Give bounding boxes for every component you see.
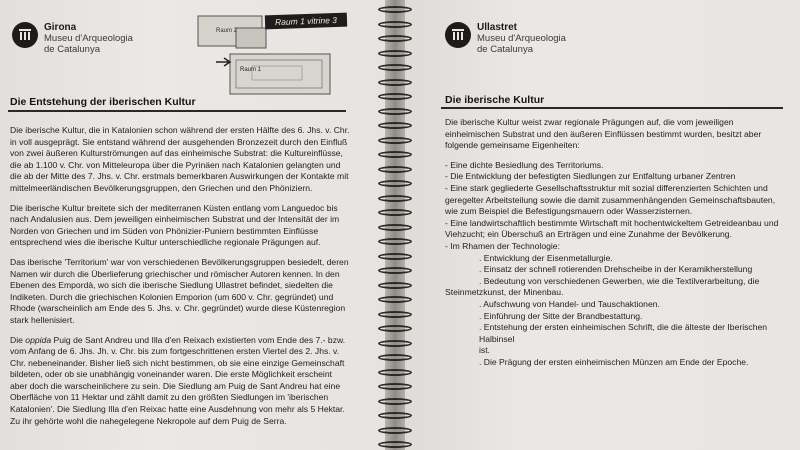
logo-text <box>44 22 133 55</box>
room-2-label: Raum 2 <box>216 28 238 34</box>
binding-ring <box>378 441 412 448</box>
right-page <box>405 0 800 450</box>
binding-ring <box>378 369 412 376</box>
ullastret-logo <box>445 22 566 55</box>
binding-ring <box>378 6 412 13</box>
binding-ring <box>378 427 412 434</box>
binding-ring <box>378 340 412 347</box>
paragraph: Das iberische 'Territorium' war von verschiedenen Bevölkerungsgruppen besiedelt, deren Namen wir durch die Überlieferung griechischer und römischer Autoren kennen. In den Ebenen des Empordà, wo sich die iberische Siedlung Ullastret befindet, siedelten die Indiketen. Durch die griechischen Kolonien Emporion (um 600 v. Chr. gegründet) und Rhode (warscheinlich am Ende des 5. Jhs. v. Chr. gegründet) wurde diese Küstenregion stark hellenisiert. <box>10 256 349 325</box>
sub-list-continuation: ist. <box>479 345 490 356</box>
list-item: - Die Entwicklung der befestigten Siedlungen zur Entfaltung urbaner Zentren <box>445 171 736 182</box>
sub-list-item: . Einführung der Sitte der Brandbestattung. <box>479 310 643 321</box>
logo-name: Girona <box>44 22 77 33</box>
logo-line2: Museu d'Arqueologia <box>44 33 133 44</box>
binding-ring <box>378 166 412 173</box>
list-item: - Im Rhamen der Technologie: <box>445 240 560 251</box>
right-body <box>445 117 785 368</box>
binding-ring <box>378 412 412 419</box>
binding-ring <box>378 398 412 405</box>
binding-ring <box>378 137 412 144</box>
paragraph-lead: Die <box>10 334 23 345</box>
logo-line2: Museu d'Arqueologia <box>477 33 566 44</box>
list-item: - Eine dichte Besiedlung des Territoriums. <box>445 159 604 170</box>
binding-ring <box>378 64 412 71</box>
left-body <box>10 125 350 435</box>
binding-ring <box>378 209 412 216</box>
binding-ring <box>378 224 412 231</box>
page-heading: Die Entstehung der iberischen Kultur <box>10 96 196 108</box>
sub-list-item: . Die Prägung der ersten einheimischen Münzen am Ende der Epoche. <box>479 356 749 367</box>
column-icon <box>12 22 38 48</box>
binding-ring <box>378 180 412 187</box>
binding-ring <box>378 50 412 57</box>
paragraph-rest: Puig de Sant Andreu und Illa d'en Reixach existierten vom Ende des 7.- bzw. vom Anfang de 6. Jhs. Jh. v. Chr. bis zum fortgeschrittenen ersten Viertel des 2. Jhs. v. Chr. nebeneinander. Bisher ließ sich nicht bestimmen, ob sie eine einzige Gemeinschaft bildeten, oder ob sie unabhängig voneinander waren. Die erste Möglichkeit erscheint aber doch die warscheinlichere zu sein. Die Siedlung am Puig de Sant Andreu hat eine Oberfläche von 11 Hektar und zählt damit zu den größten Siedlungen im 'iberischen Katalonien'. Die Siedlung Illa d'en Reixac hatte eine Ausdehnung von mehr als 5 Hektar. Zu ihr gehörte wohl die nahegelegene Nekropole auf dem Puig de Serra. <box>10 334 346 426</box>
binding-ring <box>378 325 412 332</box>
page-heading: Die iberische Kultur <box>445 94 545 106</box>
binding-ring <box>378 151 412 158</box>
sub-list-item: . Entwicklung der Eisenmetallurgie. <box>479 252 613 263</box>
binding-ring <box>378 253 412 260</box>
location-badge: Raum 1 vitrine 3 <box>265 13 347 30</box>
binding-ring <box>378 122 412 129</box>
binding-ring <box>378 79 412 86</box>
binding-ring <box>378 195 412 202</box>
binding-ring <box>378 238 412 245</box>
sub-list-continuation: Steinmetzkunst, der Minenbau. <box>445 287 564 298</box>
paragraph: Die iberische Kultur breitete sich der mediterranen Küsten entlang vom Languedoc bis nach Andalusien aus. Dem jeweiligen einheimischen Substrat und der Intensität der im Norden von Griechen und im Süden von Phönizier-Puniern bestimmten Einflüsse entsprechend wies die iberische Kultur unterschiedliche regionale Prägungen auf. <box>10 202 340 248</box>
intro-paragraph: Die iberische Kultur weist zwar regionale Prägungen auf, die vom jeweiligen einheimischen Substrat und den äußeren Einflüssen bestimmt wurden, besitzt aber folgende gemeinsame Eigenheiten: <box>445 117 762 151</box>
binding-ring <box>378 383 412 390</box>
logo-line3: de Catalunya <box>44 44 100 55</box>
sub-list-item: . Einsatz der schnell rotierenden Drehscheibe in der Keramikherstellung <box>479 264 753 275</box>
binding-ring <box>378 108 412 115</box>
logo-line3: de Catalunya <box>477 44 533 55</box>
paragraph: Die iberische Kultur, die in Katalonien schon während der ersten Hälfte des 6. Jhs. v. Chr. in voll ausgeprägt. Sie entstand während der ausgehenden Bronzezeit durch den Einfluß von zwei äußeren Kulturströmungen auf das einheimische Substrat: die Kultureinflüsse, die ab 1.100 v. Chr. von Mitteleuropa über die Pyrinäen nach Katalonien gelangten und die ab der Mitte des 7. Jhs. v. Chr. erstmals bemerkbaren Auswirkungen der Kontakte mit mittelmeerländischen Bevölkerungsgruppen, den Griechen und den Phöniziern. <box>10 125 350 193</box>
binding-ring <box>378 93 412 100</box>
binding-ring <box>378 21 412 28</box>
list-item: - Eine landwirtschaftlich bestimmte Wirtschaft mit hochentwickeltem Getreideanbau und Viehzucht; ein Überschuß an Erträgen und eine Zunahme der Bevölkerung. <box>445 217 779 240</box>
sub-list-item: . Aufschwung von Handel- und Tauschaktionen. <box>479 298 660 309</box>
logo-name: Ullastret <box>477 22 518 33</box>
binding-ring <box>378 296 412 303</box>
paragraph <box>10 335 350 428</box>
list-item: - Eine stark gegliederte Gesellschaftsstruktur mit sozial differenzierten Schichten und geregelter Arbeitsteilung sowie die damit zusammenhängenden Gemeinschaftsbauten, wie zum Beispiel die Befestigungsmauern oder Wasserzisternen. <box>445 182 776 217</box>
left-page <box>0 0 385 450</box>
girona-logo <box>12 22 133 55</box>
heading-rule <box>8 110 346 112</box>
sub-list-item: . Bedeutung von verschiedenen Gewerben, wie die Textilverarbeitung, die <box>479 275 760 286</box>
binding-ring <box>378 267 412 274</box>
column-icon <box>445 22 471 48</box>
logo-text <box>477 22 566 55</box>
binding-ring <box>378 354 412 361</box>
binding-ring <box>378 282 412 289</box>
sub-list-item: . Entstehung der ersten einheimischen Schrift, die die älteste der Iberischen Halbinsel <box>479 322 768 344</box>
room-1-label: Raum 1 <box>240 67 262 73</box>
oppida-term: oppida <box>25 334 52 345</box>
heading-rule <box>441 107 783 109</box>
binding-ring <box>378 311 412 318</box>
binding-ring <box>378 35 412 42</box>
